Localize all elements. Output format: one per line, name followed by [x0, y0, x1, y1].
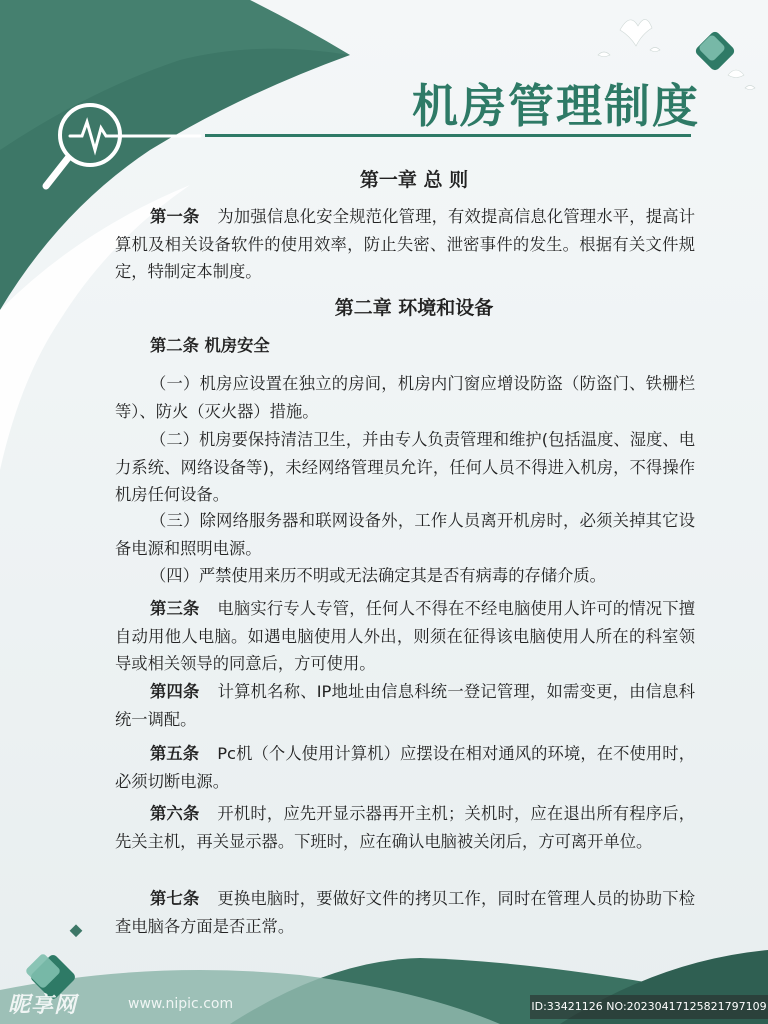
article-7-text: 更换电脑时，要做好文件的拷贝工作，同时在管理人员的协助下检查电脑各方面是否正常。 — [115, 889, 695, 936]
article-4-lead: 第四条 — [150, 682, 200, 701]
article-3 — [115, 595, 695, 678]
article-7-lead: 第七条 — [150, 889, 200, 908]
image-id-bar: ID:33421126 NO:20230417125821797109 — [530, 995, 768, 1019]
article-1-lead: 第一条 — [150, 207, 200, 226]
article-4 — [115, 678, 695, 733]
chapter-1-heading: 第一章 总 则 — [359, 169, 469, 191]
page-title: 机房管理制度 — [412, 79, 700, 133]
watermark-brand: 昵享网 — [8, 993, 78, 1018]
article-6 — [115, 800, 695, 855]
article-5 — [115, 740, 695, 795]
article-2-heading: 第二条 机房安全 — [150, 336, 270, 355]
article-3-text: 电脑实行专人专管，任何人不得在不经电脑使用人许可的情况下擅自动用他人电脑。如遇电脑使用人外出，则须在征得该电脑使用人所在的科室领导或相关领导的同意后，方可使用。 — [115, 599, 695, 673]
small-diamond-icon — [70, 924, 83, 937]
watermark-url: www.nipic.com — [128, 996, 234, 1012]
article-3-lead: 第三条 — [150, 599, 200, 618]
article-2-item-3: （三）除网络服务器和联网设备外，工作人员离开机房时，必须关掉其它设备电源和照明电源。 — [115, 511, 695, 558]
article-7 — [115, 885, 695, 940]
article-4-text: 计算机名称、IP地址由信息科统一登记管理，如需变更，由信息科统一调配。 — [115, 682, 695, 729]
diamond-top-right-icon — [694, 30, 736, 72]
article-6-lead: 第六条 — [150, 804, 200, 823]
article-2-item-4: （四）严禁使用来历不明或无法确定其是否有病毒的存储介质。 — [150, 566, 606, 585]
article-1-text: 为加强信息化安全规范化管理，有效提高信息化管理水平，提高计算机及相关设备软件的使用效率，防止失密、泄密事件的发生。根据有关文件规定，特制定本制度。 — [115, 207, 695, 281]
article-6-text: 开机时，应先开显示器再开主机；关机时，应在退出所有程序后，先关主机，再关显示器。下班时，应在确认电脑被关闭后，方可离开单位。 — [115, 804, 695, 851]
article-1 — [115, 203, 695, 286]
article-2-item-1: （一）机房应设置在独立的房间，机房内门窗应增设防盗（防盗门、铁栅栏等）、防火（灭火器）措施。 — [115, 374, 695, 421]
article-5-text: Pc机（个人使用计算机）应摆设在相对通风的环境，在不使用时，必须切断电源。 — [115, 744, 695, 791]
article-5-lead: 第五条 — [150, 744, 200, 763]
article-2-item-2: （二）机房要保持清洁卫生，并由专人负责管理和维护(包括温度、湿度、电力系统、网络设备等)，未经网络管理员允许，任何人员不得进入机房，不得操作机房任何设备。 — [115, 430, 695, 504]
chapter-2-heading: 第二章 环境和设备 — [334, 297, 494, 319]
title-underline — [205, 134, 691, 137]
